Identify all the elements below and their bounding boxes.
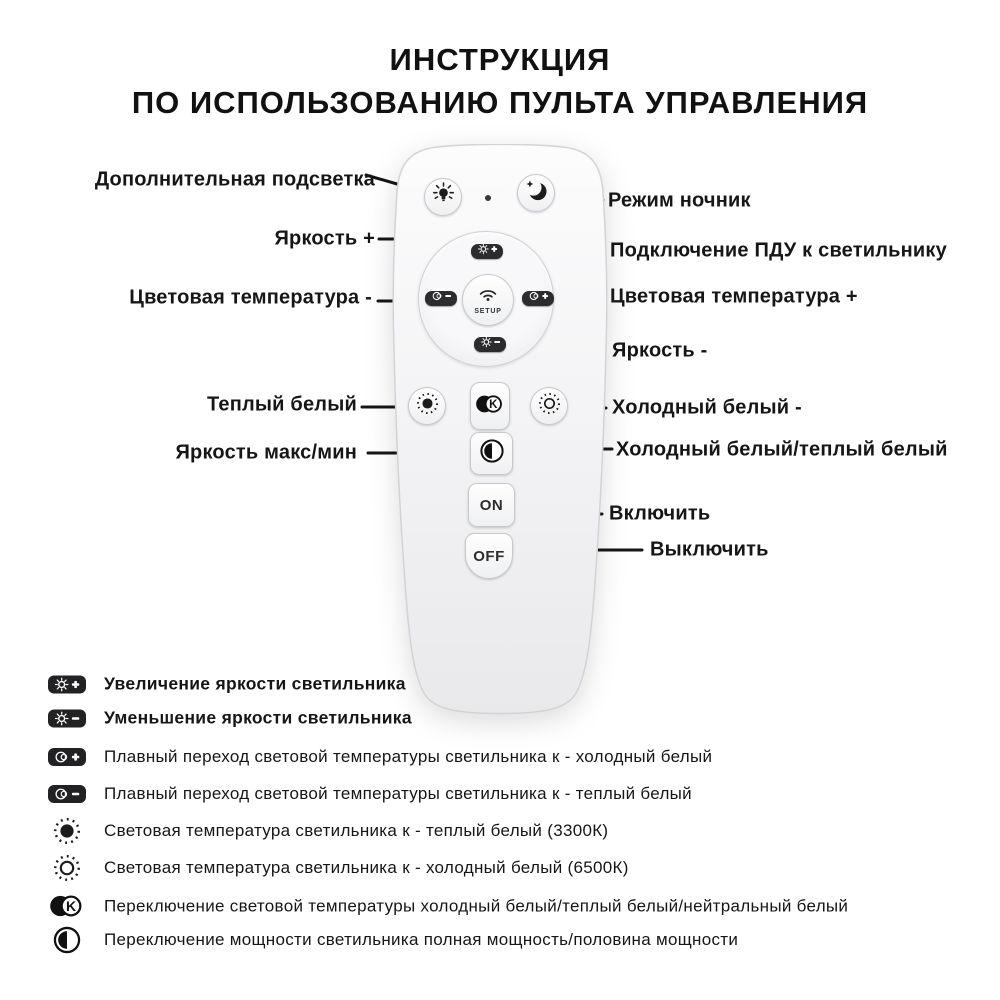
callout-cct-minus: Цветовая температура - (129, 286, 372, 309)
setup-label: SETUP (474, 308, 502, 315)
legend-row (44, 747, 712, 767)
brightness-minus-icon (476, 335, 505, 354)
legend-row (44, 926, 738, 954)
warm-white-sun-icon (44, 815, 90, 847)
remote-body (385, 144, 615, 716)
callout-cct-toggle: Холодный белый/теплый белый (616, 438, 948, 461)
legend-row (44, 708, 412, 729)
cct-toggle-button[interactable] (470, 382, 510, 430)
cct-minus-icon (427, 289, 456, 308)
setup-wifi-icon (475, 285, 501, 307)
night-mode-button[interactable] (517, 174, 555, 212)
power-half-icon (479, 438, 505, 469)
callout-brightness-maxmin: Яркость макс/мин (175, 441, 357, 464)
brightness-plus-icon (44, 675, 90, 693)
legend-text: Переключение мощности светильника полная мощность/половина мощности (104, 930, 739, 949)
page-title (0, 38, 1000, 124)
legend-row (44, 674, 406, 695)
callout-cct-plus: Цветовая температура + (610, 285, 858, 308)
brightness-plus-icon (473, 242, 502, 261)
legend-k-glyph: K (65, 897, 77, 914)
warm-white-button[interactable] (408, 387, 446, 425)
cct-plus-icon (44, 748, 90, 766)
night-mode-moon-icon (522, 177, 550, 210)
callout-warm-white: Теплый белый (206, 393, 357, 416)
cct-minus-icon (44, 785, 90, 803)
legend-row (44, 784, 692, 804)
callout-extra-light: Дополнительная подсветка (94, 168, 375, 191)
page-title-line2: ПО ИСПОЛЬЗОВАНИЮ ПУЛЬТА УПРАВЛЕНИЯ (131, 85, 869, 120)
legend-text: Уменьшение яркости светильника (104, 707, 412, 728)
extra-light-bulb-icon (430, 181, 457, 213)
legend-text: Плавный переход световой температуры светильника к - теплый белый (104, 784, 692, 803)
callout-pairing: Подключение ПДУ к светильнику (610, 239, 947, 262)
callout-night-mode: Режим ночник (608, 189, 751, 212)
on-label: ON (479, 496, 504, 514)
setup-button[interactable] (462, 274, 514, 326)
off-label: OFF (473, 547, 505, 565)
brightness-plus-button[interactable] (471, 244, 503, 259)
legend-text: Переключение световой температуры холодный белый/теплый белый/нейтральный белый (104, 896, 849, 915)
warm-white-sun-icon (414, 390, 441, 422)
on-button[interactable] (468, 483, 515, 527)
off-button[interactable] (465, 533, 513, 579)
power-half-icon (44, 926, 90, 954)
cct-minus-button[interactable] (425, 291, 457, 306)
cold-white-sun-icon (44, 852, 90, 884)
callout-brightness-minus: Яркость - (612, 339, 708, 362)
brightness-minus-icon (44, 709, 90, 727)
cct-plus-button[interactable] (522, 291, 554, 306)
legend-row (44, 852, 629, 884)
cold-white-sun-icon (536, 390, 563, 422)
callout-turn-off: Выключить (650, 538, 769, 561)
cct-toggle-icon (475, 393, 505, 420)
cct-plus-icon (524, 289, 553, 308)
callout-cold-white: Холодный белый - (612, 396, 802, 419)
extra-light-button[interactable] (424, 178, 462, 216)
legend-text: Плавный переход световой температуры светильника к - холодный белый (104, 747, 713, 766)
legend-text: Увеличение яркости светильника (104, 673, 406, 694)
cct-toggle-k-glyph: K (489, 398, 498, 411)
page-title-line1: ИНСТРУКЦИЯ (389, 42, 611, 77)
ir-led-indicator (485, 195, 491, 201)
legend-text: Световая температура светильника к - холодный белый (6500К) (104, 858, 629, 877)
cct-toggle-icon (44, 893, 90, 920)
callout-brightness-plus: Яркость + (274, 227, 375, 250)
remote-control (385, 144, 615, 716)
power-half-button[interactable] (470, 432, 513, 475)
legend-text: Световая температура светильника к - теплый белый (3300К) (104, 821, 609, 840)
brightness-minus-button[interactable] (474, 337, 506, 352)
cold-white-button[interactable] (530, 387, 568, 425)
legend-row (44, 893, 848, 920)
callout-turn-on: Включить (609, 502, 711, 525)
legend-row (44, 815, 608, 847)
